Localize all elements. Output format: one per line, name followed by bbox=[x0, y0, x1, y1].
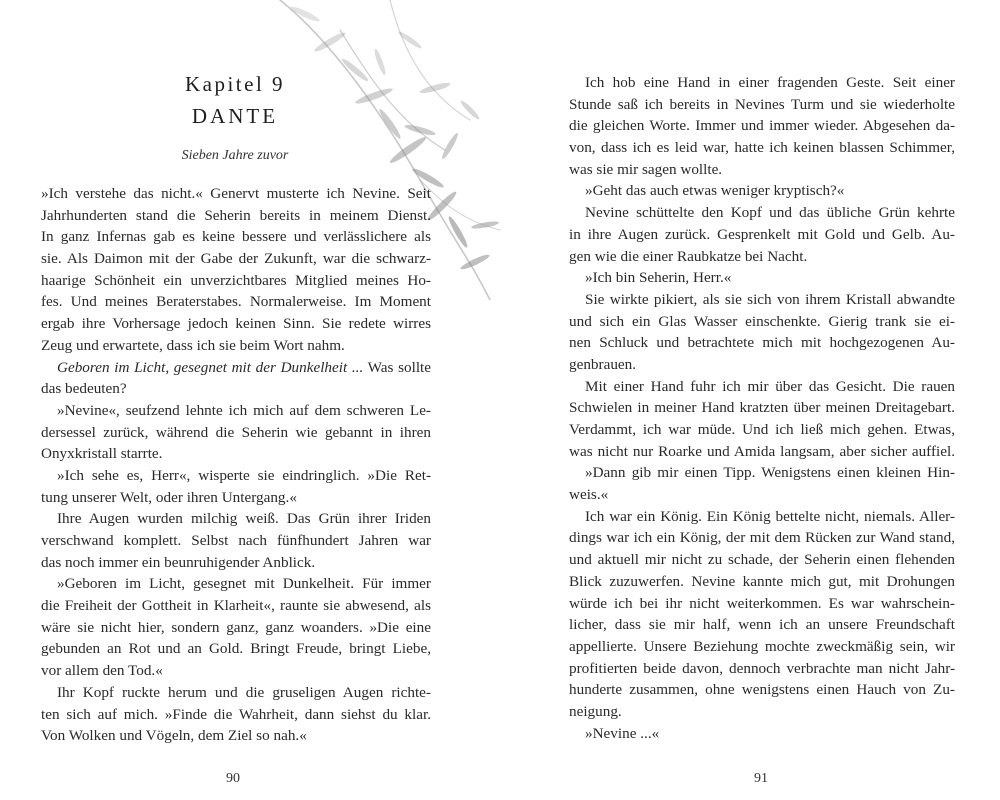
text-line: das bedeuten? bbox=[41, 380, 127, 398]
text-line: verschwand komplett. Selbst nach fünfhundert Jahren war bbox=[41, 532, 431, 549]
page-number-left: 90 bbox=[226, 771, 240, 786]
text-line: hunderte zusammen, ohne wenigstens einen Hauch von Zu- bbox=[569, 681, 955, 699]
text-line: Ich hob eine Hand in einer fragenden Geste. Seit einer bbox=[585, 74, 955, 91]
text-line: Onyxkristall starrte. bbox=[41, 445, 163, 463]
chapter-subtitle: Sieben Jahre zuvor bbox=[181, 148, 289, 163]
text-line: von, dass ich es leid war, hatte ich keinen blassen Schimmer, bbox=[569, 139, 955, 157]
text-line: gebunden an Rot und an Gold. Bringt Freude, bringt Liebe, bbox=[41, 640, 431, 658]
text-line: Mit einer Hand fuhr ich mir über das Gesicht. Die rauen bbox=[585, 377, 955, 395]
text-line: fes. Und meines Beraterstabes. Normalerweise. Im Moment bbox=[41, 293, 431, 311]
text-line: was sie mir sagen wollte. bbox=[569, 160, 723, 178]
text-line: Ich war ein König. Ein König bettelte nicht, niemals. Aller- bbox=[585, 507, 955, 525]
text-line: Stunde saß ich bereits in Nevines Turm und sie wiederholte bbox=[569, 95, 955, 113]
text-line: und sich ein Glas Wasser einschenkte. Gierig trank sie ei- bbox=[569, 312, 955, 330]
left-page-body bbox=[41, 183, 431, 747]
text-line: »Ich bin Seherin, Herr.« bbox=[585, 269, 732, 287]
text-line: vor allem den Tod.« bbox=[41, 662, 163, 680]
text-line: dings war ich ein König, der mit dem Rücken zur Wand stand, bbox=[569, 529, 955, 547]
text-line: neigung. bbox=[569, 702, 622, 720]
text-line: sie. Als Daimon mit der Gabe der Zukunft, war die schwarz- bbox=[41, 250, 431, 268]
right-page-body bbox=[569, 72, 955, 744]
text-line: Nevine schüttelte den Kopf und das übliche Grün kehrte bbox=[585, 204, 955, 222]
page-number-right: 91 bbox=[754, 771, 768, 786]
text-line: die gleichen Worte. Immer und immer wieder. Abgesehen da- bbox=[569, 117, 955, 135]
text-line: appellierte. Unsere Beziehung mochte zweckmäßig sein, wir bbox=[569, 637, 955, 655]
text-line bbox=[41, 357, 431, 379]
text-line: haarige Schönheit ein unverzichtbares Mitglied meines Ho- bbox=[41, 271, 431, 289]
text-line: Zeug und erwartete, dass ich sie beim Wort nahm. bbox=[41, 336, 345, 354]
text-line: die Freiheit der Gottheit in Klarheit«, raunte sie abwesend, als bbox=[41, 597, 431, 615]
text-line: Sie wirkte pikiert, als sie sich von ihrem Kristall abwandte bbox=[585, 290, 955, 308]
text-line: licher, dass sie mir half, wenn ich an unsere Freundschaft bbox=[569, 616, 955, 634]
text-line: ergab ihre Vorhersage jedoch keinen Sinn. Sie redete wirres bbox=[41, 315, 431, 333]
line-text: Was sollte bbox=[363, 358, 431, 376]
right-page bbox=[500, 0, 1000, 800]
text-line: ten sich auf mich. »Finde die Wahrheit, dann siehst du klar. bbox=[41, 705, 431, 723]
text-line: was nicht nur Roarke und Amida langsam, aber sicher auffiel. bbox=[569, 442, 955, 460]
text-line: »Nevine ...« bbox=[585, 724, 660, 742]
text-line: »Geboren im Licht, gesegnet mit Dunkelheit. Für immer bbox=[57, 575, 431, 593]
text-line: und aktuell mir nicht zu schade, der Seherin einen flehenden bbox=[569, 551, 955, 569]
text-line: nen Schluck und betrachtete mich mit hochgezogenen Au- bbox=[569, 334, 955, 352]
text-line: würde ich bei ihr nicht weiterkommen. Es war wahrschein- bbox=[569, 594, 955, 612]
text-line: Von Wolken und Vögeln, dem Ziel so nah.« bbox=[41, 727, 307, 745]
text-line: genbrauen. bbox=[569, 355, 637, 373]
text-line: gen wie die einer Raubkatze bei Nacht. bbox=[569, 247, 808, 265]
text-line: Blick zuzuwerfen. Nevine kannte mich gut, mit Drohungen bbox=[569, 572, 955, 590]
text-line: wäre sie nicht hier, sondern ganz, ganz woanders. »Die eine bbox=[41, 618, 431, 636]
text-line: Ihre Augen wurden milchig weiß. Das Grün ihrer Iriden bbox=[57, 510, 431, 528]
text-line: Schwielen in meiner Hand kratzten über meinen Dreitagebart. bbox=[569, 399, 955, 417]
chapter-name: DANTE bbox=[191, 104, 279, 128]
text-line: Ihr Kopf ruckte herum und die gruseligen Augen richte- bbox=[57, 683, 431, 701]
text-line: Verdammt, ich war müde. Und ich ließ mich gehen. Etwas, bbox=[569, 421, 955, 438]
text-line: »Ich sehe es, Herr«, wisperte sie eindringlich. »Die Ret- bbox=[57, 466, 431, 484]
text-line: »Ich verstehe das nicht.« Genervt musterte ich Nevine. Seit bbox=[41, 185, 431, 202]
text-line: dersessel zurück, während die Seherin wie gebannt in ihren bbox=[41, 423, 431, 441]
text-line: In ganz Infernas gab es keine bessere und verlässlichere als bbox=[41, 228, 431, 246]
text-line: tung unserer Welt, oder ihren Untergang.« bbox=[41, 488, 297, 506]
chapter-label: Kapitel 9 bbox=[184, 72, 286, 96]
text-line: das noch immer ein beunruhigender Anblick. bbox=[41, 553, 316, 571]
text-line: »Nevine«, seufzend lehnte ich mich auf dem schweren Le- bbox=[57, 401, 431, 419]
text-line: »Geht das auch etwas weniger kryptisch?« bbox=[585, 182, 845, 200]
text-line: in ihre Augen zurück. Gesprenkelt mit Gold und Gelb. Au- bbox=[569, 225, 955, 243]
text-line: »Dann gib mir einen Tipp. Wenigstens einen kleinen Hin- bbox=[585, 464, 955, 482]
italic-text: Geboren im Licht, gesegnet mit der Dunkelheit ... bbox=[57, 358, 364, 376]
text-line: Jahrhunderten stand die Seherin bereits in meinem Dienst. bbox=[41, 206, 431, 224]
text-line: profitierten beide davon, dennoch verbrachte man nicht Jahr- bbox=[569, 659, 955, 677]
text-line: weis.« bbox=[569, 486, 609, 504]
